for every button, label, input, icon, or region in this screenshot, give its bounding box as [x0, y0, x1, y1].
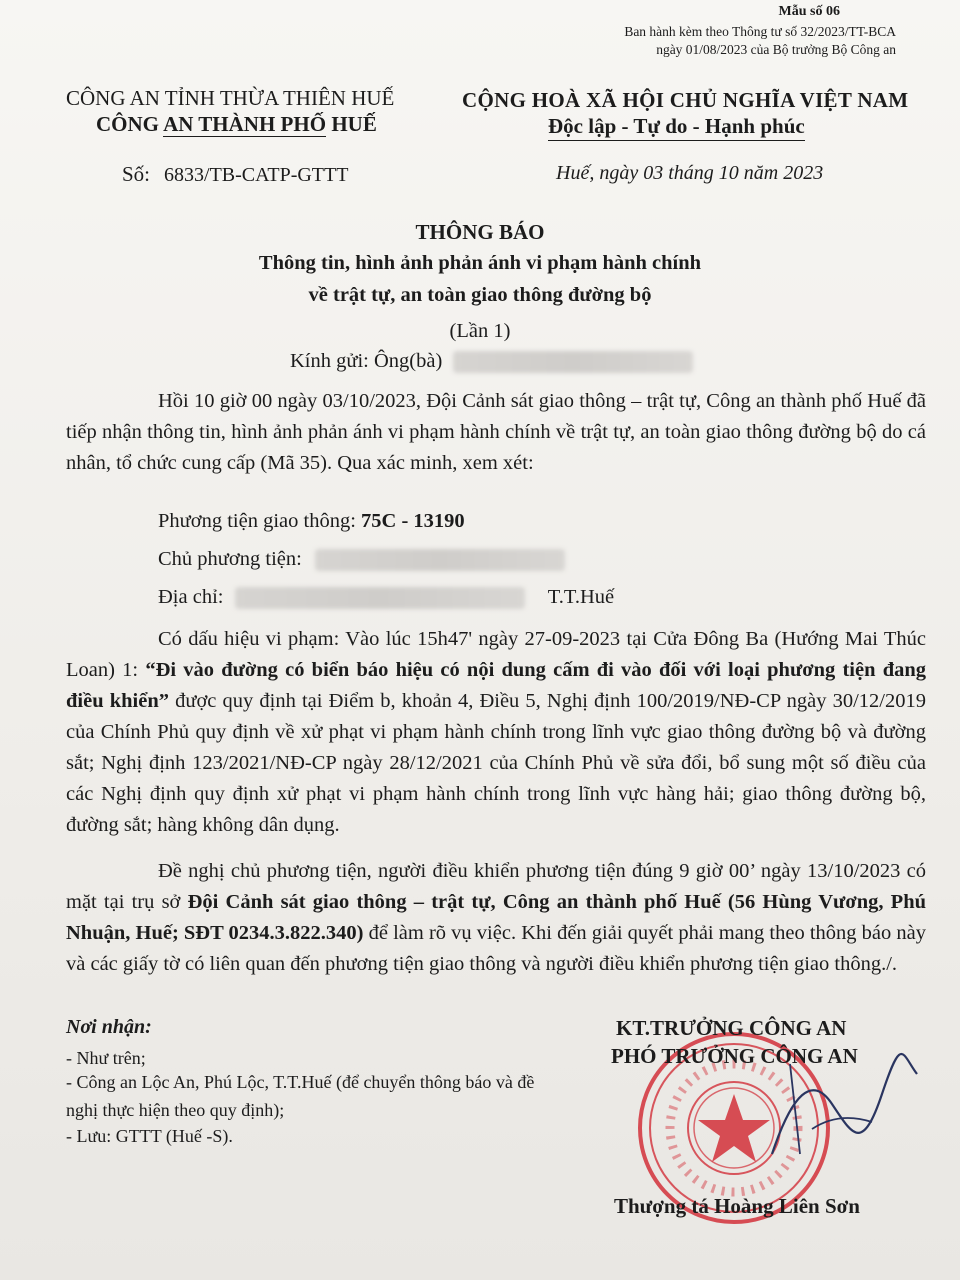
vehicle-line	[158, 510, 465, 533]
form-issued-date-line: ngày 01/08/2023 của Bộ trưởng Bộ Công an	[656, 42, 896, 57]
document-number-value: 6833/TB-CATP-GTTT	[164, 164, 349, 186]
paragraph-request	[66, 856, 926, 980]
notice-occurrence: (Lần 1)	[449, 320, 511, 342]
redacted-address	[235, 587, 525, 609]
national-motto: Độc lập - Tự do - Hạnh phúc	[548, 114, 805, 141]
signatory-title-2: PHÓ TRƯỞNG CÔNG AN	[611, 1044, 858, 1068]
signatory-title-1: KT.TRƯỞNG CÔNG AN	[616, 1016, 847, 1040]
address-line	[158, 586, 614, 609]
form-issued-line: Ban hành kèm theo Thông tư số 32/2023/TT-BCA	[624, 24, 896, 39]
recipient-3: - Lưu: GTTT (Huế -S).	[66, 1126, 233, 1146]
address-label: Địa chỉ:	[158, 586, 224, 608]
paragraph-violation	[66, 624, 926, 841]
document-title: THÔNG BÁO	[415, 220, 545, 244]
recipients-title: Nơi nhận:	[66, 1016, 152, 1038]
request-instructions: để làm rõ vụ việc. Khi đến giải quyết phải mang theo thông báo này và các giấy tờ có liên quan đến phương tiện giao thông và người điều khiển phương tiện giao thông./.	[66, 922, 926, 975]
document-subtitle-2: về trật tự, an toàn giao thông đường bộ	[308, 284, 652, 306]
owner-label: Chủ phương tiện:	[158, 548, 302, 570]
violation-description: “Đi vào đường có biển báo hiệu có nội dung cấm đi vào đối với loại phương tiện đang điều khiển”	[66, 659, 926, 712]
form-number: Mẫu số 06	[778, 4, 840, 19]
vehicle-label: Phương tiện giao thông:	[158, 510, 356, 532]
owner-line	[158, 548, 565, 571]
request-intro: Đề nghị chủ phương tiện, người điều khiển phương tiện đúng 9 giờ 00’ ngày 13/10/2023 có mặt tại trụ sở	[66, 860, 926, 913]
redacted-name	[453, 351, 693, 373]
recipient-1: - Như trên;	[66, 1048, 146, 1068]
issuing-agency-c: HUẾ	[326, 112, 377, 136]
vehicle-plate: 75C - 13190	[361, 510, 465, 532]
violation-legal-basis: được quy định tại Điểm b, khoản 4, Điều 5, Nghị định 100/2019/NĐ-CP ngày 30/12/2019 của Chính Phủ quy định về xử phạt vi phạm hành chính trong lĩnh vực giao thông đường bộ và đường sắt; Nghị định 123/2021/NĐ-CP ngày 28/12/2021 của Chính Phủ về sửa đổi, bổ sung một số điều của các Nghị định quy định xử phạt vi phạm hành chính trong lĩnh vực hàng hải; giao thông đường bộ, đường sắt; hàng không dân dụng.	[66, 690, 926, 836]
document-number	[122, 162, 348, 187]
address-province: T.T.Huế	[547, 586, 615, 608]
redacted-owner	[315, 549, 565, 571]
addressee-line	[290, 350, 693, 373]
recipient-2: - Công an Lộc An, Phú Lộc, T.T.Huế (để chuyển thông báo và đề nghị thực hiện theo quy định);	[66, 1072, 535, 1120]
issuing-agency	[96, 112, 377, 137]
document-subtitle-1: Thông tin, hình ảnh phản ánh vi phạm hành chính	[258, 252, 702, 274]
request-location: Đội Cảnh sát giao thông – trật tự, Công an thành phố Huế (56 Hùng Vương, Phú Nhuận, Huế; SĐT 0234.3.822.340)	[66, 891, 926, 944]
signatory-name: Thượng tá Hoàng Liên Sơn	[614, 1194, 860, 1218]
paragraph-received: Hồi 10 giờ 00 ngày 03/10/2023, Đội Cảnh sát giao thông – trật tự, Công an thành phố Huế đã tiếp nhận thông tin, hình ảnh phản ánh vi phạm hành chính về trật tự, an toàn giao thông đường bộ do cá nhân, tổ chức cung cấp (Mã 35). Qua xác minh, xem xét:	[66, 390, 926, 474]
violation-intro: Có dấu hiệu vi phạm: Vào lúc 15h47' ngày 27-09-2023 tại Cửa Đông Ba (Hướng Mai Thúc Loan) 1:	[66, 628, 926, 681]
national-title: CỘNG HOÀ XÃ HỘI CHỦ NGHĨA VIỆT NAM	[462, 88, 909, 112]
document-number-label: Số:	[122, 162, 151, 186]
issuing-agency-b: AN THÀNH PHỐ	[163, 112, 327, 136]
issuing-agency-a: CÔNG	[96, 112, 164, 136]
document-date: Huế, ngày 03 tháng 10 năm 2023	[556, 162, 824, 184]
parent-agency: CÔNG AN TỈNH THỪA THIÊN HUẾ	[66, 86, 395, 110]
addressee-label: Kính gửi: Ông(bà)	[290, 350, 443, 372]
